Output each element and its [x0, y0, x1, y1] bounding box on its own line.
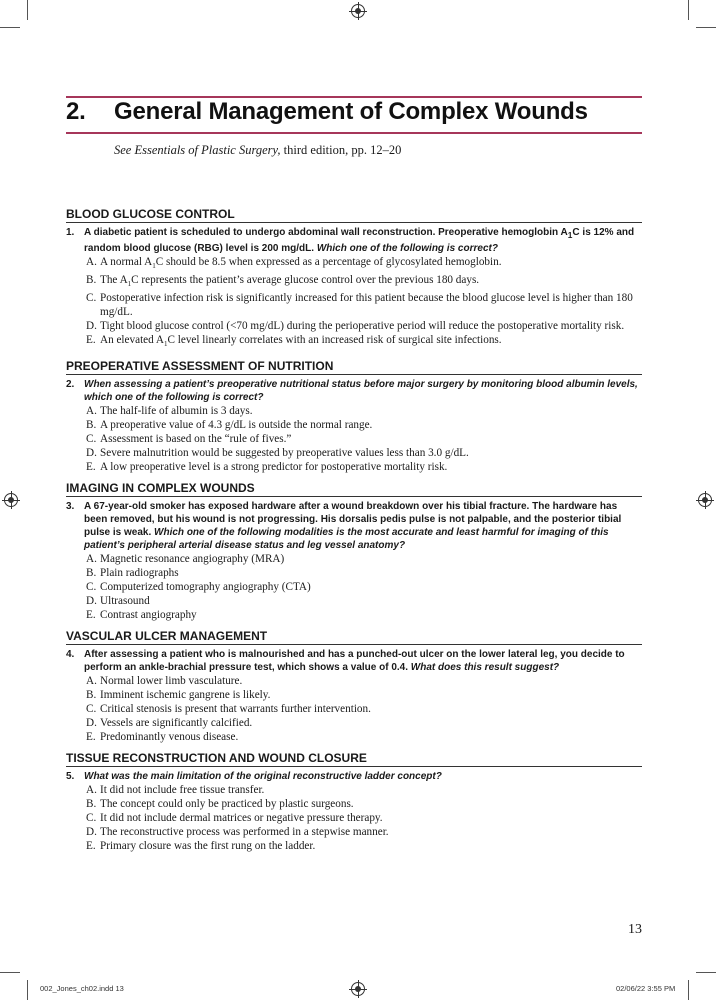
question-text: What does this result suggest?: [410, 661, 560, 673]
answer-option: [66, 839, 642, 853]
option-letter: A.: [86, 404, 97, 417]
crop-mark: [688, 980, 689, 1000]
reference-pages: third edition, pp. 12–20: [280, 143, 402, 157]
option-letter: D.: [86, 446, 97, 459]
crop-mark: [696, 27, 716, 28]
option-letter: B.: [86, 274, 97, 287]
option-text: Magnetic resonance angiography (MRA): [100, 552, 285, 565]
crop-mark: [0, 972, 20, 973]
option-text: Computerized tomography angiography (CTA): [100, 580, 311, 593]
option-letter: C.: [86, 702, 97, 715]
page-number: 13: [628, 922, 642, 937]
question-number: 5.: [66, 770, 75, 782]
answer-option: [66, 716, 642, 730]
option-letter: A.: [86, 783, 97, 796]
option-text: C should be 8.5 when expressed as a percentage of glycosylated hemoglobin.: [155, 256, 502, 268]
answer-option: [66, 333, 642, 351]
option-text: The reconstructive process was performed in a stepwise manner.: [100, 825, 389, 838]
answer-option: [66, 418, 642, 432]
answer-option: [66, 566, 642, 580]
question-text: A diabetic patient is scheduled to undergo abdominal wall reconstruction. Preoperative hemoglobin A: [84, 227, 568, 238]
option-text: Critical stenosis is present that warrants further intervention.: [100, 702, 371, 715]
answer-option: [66, 825, 642, 839]
crop-mark: [27, 0, 28, 20]
option-text: 1: [152, 262, 156, 271]
answer-option: [66, 460, 642, 474]
option-text: Imminent ischemic gangrene is likely.: [100, 688, 271, 701]
answer-option: [66, 404, 642, 418]
option-letter: C.: [86, 292, 97, 305]
question-section: [66, 744, 642, 853]
answer-option: [66, 783, 642, 797]
option-text: C level linearly correlates with an increased risk of surgical site infections.: [167, 334, 502, 347]
answer-option: [66, 730, 642, 744]
chapter-reference: [114, 143, 401, 158]
option-text: Contrast angiography: [100, 608, 197, 621]
section-heading: BLOOD GLUCOSE CONTROL: [66, 207, 642, 223]
option-letter: A.: [86, 552, 97, 565]
registration-mark-icon: [351, 4, 365, 18]
option-text: An elevated A: [100, 334, 164, 347]
section-spacer: [66, 744, 642, 751]
option-text: A preoperative value of 4.3 g/dL is outside the normal range.: [100, 418, 373, 431]
option-text: Postoperative infection risk is significantly increased for this patient because the blood glucose level is higher than 180 mg/dL.: [100, 292, 633, 319]
answer-options: [66, 783, 642, 853]
question-number: 1.: [66, 227, 75, 238]
option-text: A low preoperative level is a strong predictor for postoperative mortality risk.: [100, 460, 448, 473]
question-list: [66, 207, 642, 853]
question-stem: [66, 648, 642, 674]
answer-option: [66, 273, 642, 291]
question-stem: [66, 500, 642, 552]
option-letter: D.: [86, 716, 97, 729]
answer-options: [66, 674, 642, 744]
option-text: Normal lower limb vasculature.: [100, 674, 243, 687]
question-text: 1: [567, 230, 573, 240]
option-letter: C.: [86, 811, 97, 824]
answer-options: [66, 404, 642, 474]
chapter-rule-bottom: [66, 132, 642, 134]
option-text: Primary closure was the first rung on the ladder.: [100, 839, 316, 852]
option-letter: E.: [86, 608, 96, 621]
option-letter: A.: [86, 256, 97, 268]
chapter-number: 2.: [66, 98, 86, 125]
option-letter: B.: [86, 418, 97, 431]
option-text: A normal A: [100, 256, 153, 268]
option-letter: D.: [86, 594, 97, 607]
question-section: [66, 622, 642, 744]
answer-option: [66, 319, 642, 333]
option-text: It did not include dermal matrices or negative pressure therapy.: [100, 811, 383, 824]
answer-option: [66, 432, 642, 446]
section-spacer: [66, 622, 642, 629]
option-text: 1: [164, 340, 168, 349]
crop-mark: [688, 0, 689, 20]
question-text: When assessing a patient’s preoperative nutritional status before major surgery by monitoring blood albumin levels, which one of the following is correct?: [84, 378, 638, 403]
slug-left: 002_Jones_ch02.indd 13: [40, 984, 124, 993]
crop-mark: [696, 972, 716, 973]
section-spacer: [66, 474, 642, 481]
section-heading: PREOPERATIVE ASSESSMENT OF NUTRITION: [66, 359, 642, 375]
option-letter: D.: [86, 825, 97, 838]
answer-options: [66, 255, 642, 352]
answer-option: [66, 291, 642, 319]
option-text: Predominantly venous disease.: [100, 730, 239, 743]
section-heading: IMAGING IN COMPLEX WOUNDS: [66, 481, 642, 497]
option-text: The A: [100, 274, 128, 287]
chapter-title-text: General Management of Complex Wounds: [114, 98, 588, 125]
answer-option: [66, 580, 642, 594]
option-text: 1: [127, 280, 132, 289]
question-stem: [66, 770, 642, 783]
question-text: Which one of the following modalities is the most accurate and least harmful for imaging of this patient’s peripheral arterial disease status and leg vessel anatomy?: [84, 526, 609, 551]
question-stem: [66, 378, 642, 404]
crop-mark: [0, 27, 20, 28]
option-text: Ultrasound: [100, 594, 150, 607]
crop-mark: [27, 980, 28, 1000]
registration-mark-icon: [698, 493, 712, 507]
registration-mark-icon: [351, 982, 365, 996]
answer-option: [66, 594, 642, 608]
slug-right: 02/06/22 3:55 PM: [616, 984, 676, 993]
question-text: C is 12% and random blood glucose (RBG) level is 200 mg/dL.: [84, 227, 635, 254]
option-letter: E.: [86, 460, 96, 473]
option-text: It did not include free tissue transfer.: [100, 783, 265, 796]
question-number: 2.: [66, 378, 75, 390]
option-letter: C.: [86, 432, 97, 445]
question-section: [66, 474, 642, 622]
option-text: The concept could only be practiced by plastic surgeons.: [100, 797, 354, 810]
option-letter: E.: [86, 839, 96, 852]
option-text: Tight blood glucose control (<70 mg/dL) during the perioperative period will reduce the postoperative mortality risk.: [100, 320, 625, 333]
option-text: Severe malnutrition would be suggested by preoperative values less than 3.0 g/dL.: [100, 446, 469, 459]
chapter-title: [66, 98, 588, 126]
question-number: 3.: [66, 500, 75, 512]
option-letter: C.: [86, 580, 97, 593]
answer-option: [66, 552, 642, 566]
option-letter: A.: [86, 674, 97, 687]
option-letter: E.: [86, 334, 96, 347]
registration-mark-icon: [4, 493, 18, 507]
answer-option: [66, 446, 642, 460]
question-section: [66, 207, 642, 352]
question-text: What was the main limitation of the original reconstructive ladder concept?: [84, 770, 442, 782]
answer-option: [66, 811, 642, 825]
option-letter: B.: [86, 688, 97, 701]
question-section: [66, 352, 642, 474]
question-text: Which one of the following is correct?: [316, 243, 498, 254]
option-text: C represents the patient’s average glucose control over the previous 180 days.: [131, 274, 480, 287]
section-heading: VASCULAR ULCER MANAGEMENT: [66, 629, 642, 645]
section-heading: TISSUE RECONSTRUCTION AND WOUND CLOSURE: [66, 751, 642, 767]
answer-option: [66, 797, 642, 811]
question-stem: [66, 226, 642, 255]
option-letter: E.: [86, 730, 96, 743]
answer-option: [66, 674, 642, 688]
option-letter: B.: [86, 797, 97, 810]
answer-option: [66, 702, 642, 716]
option-text: The half-life of albumin is 3 days.: [100, 404, 253, 417]
question-number: 4.: [66, 648, 75, 660]
question-text: After assessing a patient who is malnourished and has a punched-out ulcer on the lower lateral leg, you decide to perform an ankle-brachial pressure test, which shows a value of 0.4.: [84, 648, 625, 673]
option-text: Vessels are significantly calcified.: [100, 716, 253, 729]
answer-option: [66, 608, 642, 622]
section-spacer: [66, 352, 642, 359]
answer-option: [66, 255, 642, 273]
option-letter: B.: [86, 566, 97, 579]
option-letter: D.: [86, 320, 97, 333]
answer-options: [66, 552, 642, 622]
option-text: Plain radiographs: [100, 566, 179, 579]
question-text: A 67-year-old smoker has exposed hardware after a wound breakdown over his tibial fracture. The hardware has been removed, but his wound is not progressing. His dorsalis pedis pulse is not palpable, and the posterior tibial pulse is weak.: [84, 500, 622, 538]
reference-book-title: See Essentials of Plastic Surgery,: [114, 143, 281, 157]
answer-option: [66, 688, 642, 702]
option-text: Assessment is based on the “rule of fives.”: [100, 432, 292, 445]
